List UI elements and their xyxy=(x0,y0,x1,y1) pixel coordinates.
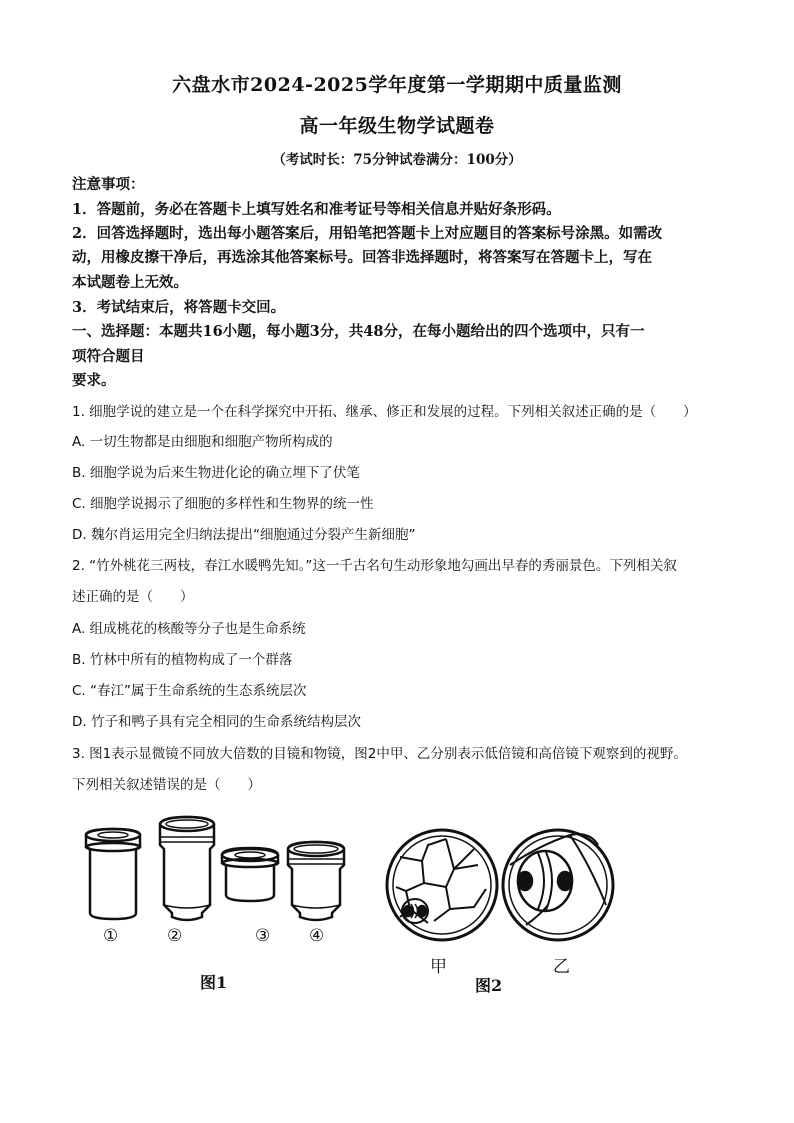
lens-1-eyepiece-long-icon xyxy=(86,829,140,919)
section-heading-line-2: 项符合题目 xyxy=(72,348,145,365)
figure-1-caption: 图1 xyxy=(200,973,228,992)
question-2-option-d: D. 竹子和鸭子具有完全相同的生命系统结构层次 xyxy=(72,714,361,730)
question-1-option-b: B. 细胞学说为后来生物进化论的确立埋下了伏笔 xyxy=(72,465,360,481)
question-2-option-b: B. 竹林中所有的植物构成了一个群落 xyxy=(72,652,293,668)
notes-heading: 注意事项： xyxy=(72,176,145,193)
note-item-1: 1．答题前，务必在答题卡上填写姓名和准考证号等相关信息并贴好条形码。 xyxy=(72,201,561,218)
lens-2-objective-long-icon xyxy=(160,817,214,920)
lens-label-2: ② xyxy=(167,926,183,946)
section-heading-line-1: 一、选择题：本题共16小题，每小题3分，共48分，在每小题给出的四个选项中，只有一 xyxy=(72,323,645,340)
exam-subject-title: 高一年级生物学试题卷 xyxy=(299,115,495,137)
question-2-stem-line-2: 述正确的是（ ） xyxy=(72,589,194,605)
microscope-figure-drawing xyxy=(70,805,730,1020)
question-1-option-c: C. 细胞学说揭示了细胞的多样性和生物界的统一性 xyxy=(72,496,374,512)
question-2-option-a: A. 组成桃花的核酸等分子也是生命系统 xyxy=(72,621,306,637)
note-item-3: 3．考试结束后，将答题卡交回。 xyxy=(72,299,286,316)
lens-4-objective-short-icon xyxy=(288,842,344,920)
exam-title: 六盘水市2024-2025学年度第一学期期中质量监测 xyxy=(172,74,622,96)
question-1-option-a: A. 一切生物都是由细胞和细胞产物所构成的 xyxy=(72,434,333,450)
question-3-stem-line-1: 3. 图1表示显微镜不同放大倍数的目镜和物镜，图2中甲、乙分别表示低倍镜和高倍镜下观察到的视野。 xyxy=(72,746,687,762)
high-power-view-icon xyxy=(503,830,613,940)
note-item-2-line-2: 动，用橡皮擦干净后，再选涂其他答案标号。回答非选择题时，将答案写在答题卡上，写在 xyxy=(72,249,652,266)
question-2-option-c: C. “春江”属于生命系统的生态系统层次 xyxy=(72,683,307,699)
lens-label-4: ④ xyxy=(309,926,325,946)
low-power-view-icon xyxy=(387,830,497,940)
exam-duration-info: （考试时长：75分钟试卷满分：100分） xyxy=(272,152,522,168)
question-1-option-d: D. 魏尔肖运用完全归纳法提出“细胞通过分裂产生新细胞” xyxy=(72,527,416,543)
question-2-stem-line-1: 2. “竹外桃花三两枝，春江水暖鸭先知。”这一千古名句生动形象地勾画出早春的秀丽景色。下列相关叙 xyxy=(72,558,677,574)
view-label-low: 甲 xyxy=(430,957,447,977)
lens-3-eyepiece-short-icon xyxy=(222,848,278,901)
question-1-stem: 1. 细胞学说的建立是一个在科学探究中开拓、继承、修正和发展的过程。下列相关叙述正确的是（ ） xyxy=(72,404,697,420)
lens-label-1: ① xyxy=(103,926,119,946)
section-heading-line-3: 要求。 xyxy=(72,372,116,389)
figure-2-caption: 图2 xyxy=(475,976,503,995)
question-3-stem-line-2: 下列相关叙述错误的是（ ） xyxy=(72,777,261,793)
microscope-figure xyxy=(70,805,730,1020)
lens-label-3: ③ xyxy=(255,926,271,946)
view-label-high: 乙 xyxy=(553,957,570,977)
note-item-2-line-3: 本试题卷上无效。 xyxy=(72,274,188,291)
note-item-2-line-1: 2．回答选择题时，选出每小题答案后，用铅笔把答题卡上对应题目的答案标号涂黑。如需改 xyxy=(72,225,663,242)
